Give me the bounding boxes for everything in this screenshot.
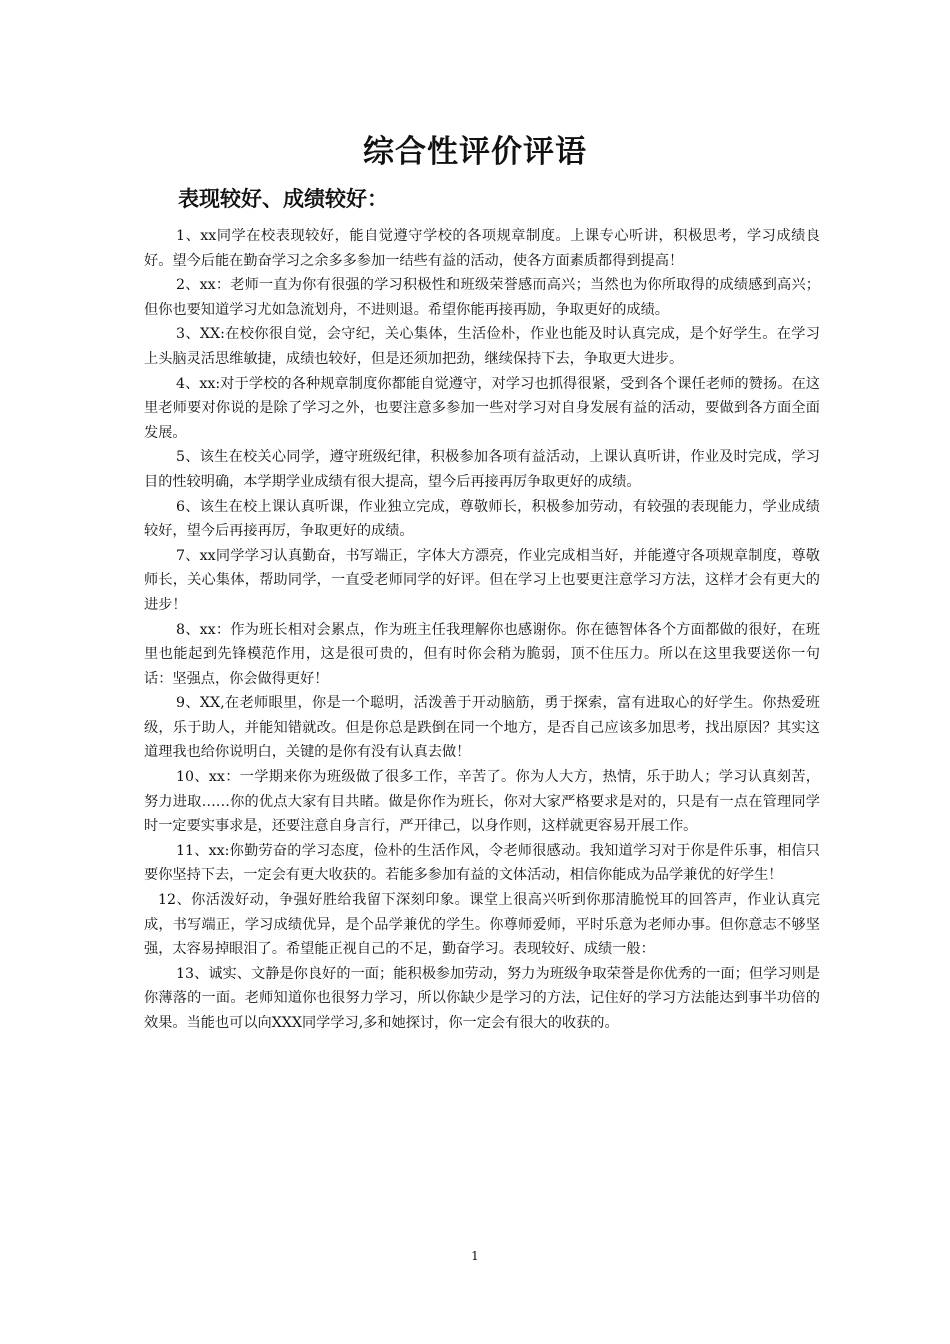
paragraph-7: 7、xx同学学习认真勤奋，书写端正，字体大方漂亮，作业完成相当好，并能遵守各项规章制度，尊敬师长，关心集体，帮助同学，一直受老师同学的好评。但在学习上也要更注意学习方法，这样才会有更大的进步！ [144,547,820,613]
paragraph-6: 6、该生在校上课认真听课，作业独立完成，尊敬师长，积极参加劳动，有较强的表现能力，学业成绩较好，望今后再接再厉，争取更好的成绩。 [144,498,820,540]
document-body [144,224,820,1036]
paragraph-11: 11、xx:你勤劳奋的学习态度，俭朴的生活作风，令老师很感动。我知道学习对于你是件乐事，相信只要你坚持下去，一定会有更大收获的。若能多参加有益的文体活动，相信你能成为品学兼优的好学生！ [144,842,820,884]
paragraph-4: 4、xx:对于学校的各种规章制度你都能自觉遵守，对学习也抓得很紧，受到各个课任老师的赞扬。在这里老师要对你说的是除了学习之外，也要注意多参加一些对学习对自身发展有益的活动，要做到各方面全面发展。 [144,375,820,441]
paragraph-12: 12、你活泼好动，争强好胜给我留下深刻印象。课堂上很高兴听到你那清脆悦耳的回答声，作业认真完成，书写端正，学习成绩优异，是个品学兼优的学生。你尊师爱师，平时乐意为老师办事。但你意志不够坚强，太容易掉眼泪了。希望能正视自己的不足，勤奋学习。表现较好、成绩一般： [144,892,820,958]
paragraph-9: 9、XX,在老师眼里，你是一个聪明，活泼善于开动脑筋，勇于探索，富有进取心的好学生。你热爱班级，乐于助人，并能知错就改。但是你总是跌倒在同一个地方，是否自己应该多加思考，找出原因？其实这道理我也给你说明白，关键的是你有没有认真去做！ [144,695,820,761]
paragraph-13: 13、诚实、文静是你良好的一面；能积极参加劳动，努力为班级争取荣誉是你优秀的一面；但学习则是你薄落的一面。老师知道你也很努力学习，所以你缺少是学习的方法，记住好的学习方法能达到事半功倍的效果。当能也可以向XXX同学学习,多和她探讨，你一定会有很大的收获的。 [144,965,820,1031]
paragraph-2: 2、xx：老师一直为你有很强的学习积极性和班级荣誉感而高兴；当然也为你所取得的成绩感到高兴；但你也要知道学习尤如急流划舟，不进则退。希望你能再接再励，争取更好的成绩。 [144,277,820,318]
document-title: 综合性评价评语 [363,134,587,170]
paragraph-10: 10、xx：一学期来你为班级做了很多工作，辛苦了。你为人大方，热情，乐于助人；学习认真刻苦，努力进取……你的优点大家有目共睹。做是你作为班长，你对大家严格要求是对的，只是有一点在管理同学时一定要实事求是，还要注意自身言行，严开律己，以身作则，这样就更容易开展工作。 [144,769,820,835]
paragraph-8: 8、xx：作为班长相对会累点，作为班主任我理解你也感谢你。你在德智体各个方面都做的很好，在班里也能起到先锋模范作用，这是很可贵的，但有时你会稍为脆弱，顶不住压力。所以在这里我要送你一句话：坚强点，你会做得更好！ [144,621,820,687]
paragraph-3: 3、XX:在校你很自觉，会守纪，关心集体，生活俭朴，作业也能及时认真完成，是个好学生。在学习上头脑灵活思维敏捷，成绩也较好，但是还须加把劲，继续保持下去，争取更大进步。 [144,326,820,367]
paragraph-1: 1、xx同学在校表现较好，能自觉遵守学校的各项规章制度。上课专心听讲，积极思考，学习成绩良好。望今后能在勤奋学习之余多多参加一结些有益的活动，使各方面素质都得到提高！ [144,228,820,269]
section-heading: 表现较好、成绩较好： [178,187,388,211]
paragraph-5: 5、该生在校关心同学，遵守班级纪律，积极参加各项有益活动，上课认真听讲，作业及时完成，学习目的性较明确，本学期学业成绩有很大提高，望今后再接再厉争取更好的成绩。 [144,449,820,490]
page-number: 1 [471,1249,479,1263]
